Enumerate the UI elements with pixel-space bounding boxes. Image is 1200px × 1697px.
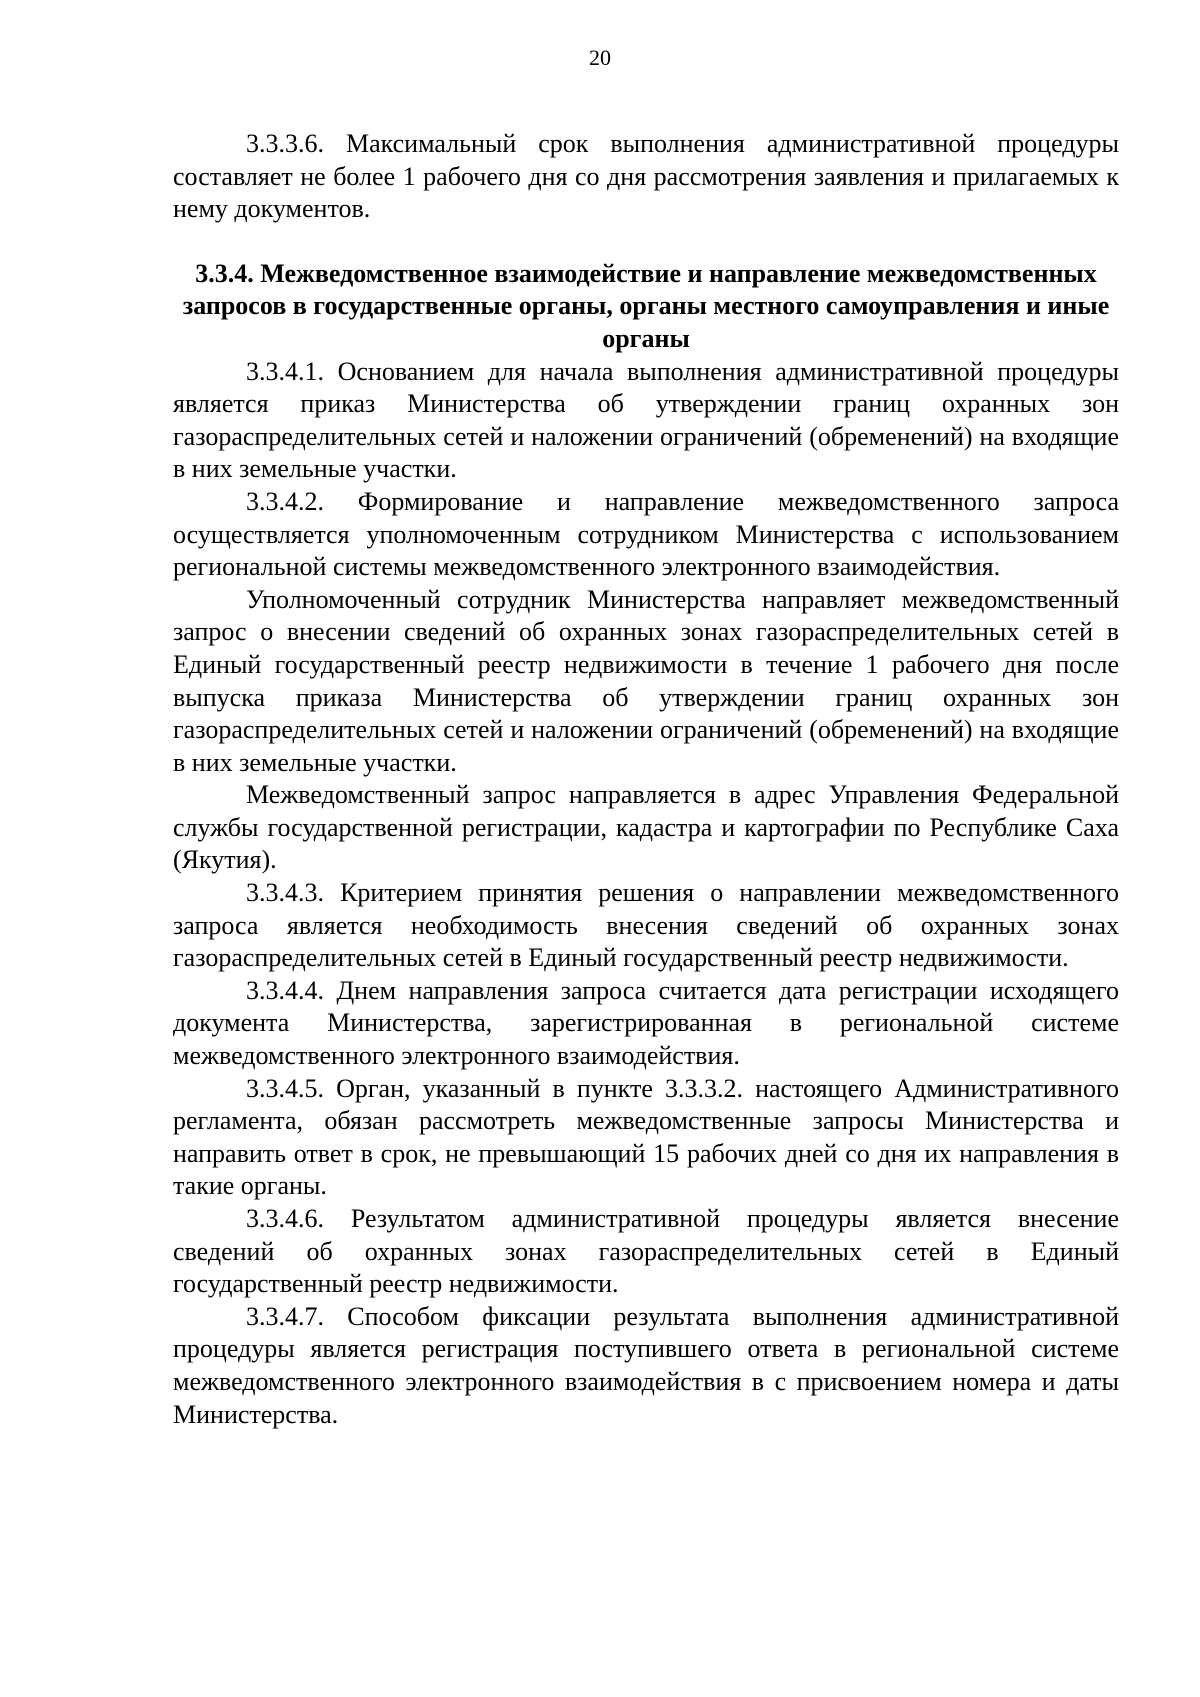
paragraph-3-3-4-4: 3.3.4.4. Днем направления запроса считается дата регистрации исходящего документа Министерства, зарегистрированная в региональной системе межведомственного электронного взаимодействия.: [173, 975, 1119, 1071]
paragraph-3-3-3-6: 3.3.3.6. Максимальный срок выполнения административной процедуры составляет не более 1 рабочего дня со дня рассмотрения заявления и прилагаемых к нему документов.: [173, 129, 1119, 224]
spacer: [173, 226, 1119, 258]
paragraph-3-3-4-7: 3.3.4.7. Способом фиксации результата выполнения административной процедуры является регистрация поступившего ответа в региональной системе межведомственного электронного взаимодействия в с присвоением номера и даты Министерства.: [173, 1301, 1119, 1429]
paragraph-3-3-4-2: 3.3.4.2. Формирование и направление межведомственного запроса осуществляется уполномоченным сотрудником Министерства с использованием региональной системы межведомственного электронного взаимодействия.: [173, 486, 1119, 582]
paragraph-request-address: Межведомственный запрос направляется в адрес Управления Федеральной службы государственной регистрации, кадастра и картографии по Республике Саха (Якутия).: [173, 780, 1119, 875]
paragraph-3-3-4-1: 3.3.4.1. Основанием для начала выполнения административной процедуры является приказ Министерства об утверждении границ охранных зон газораспределительных сетей и наложении ограничений (обременений) на входящие в них земельные участки.: [173, 356, 1119, 484]
page-number: 20: [589, 45, 611, 70]
document-body: [173, 128, 1119, 1431]
paragraph-3-3-4-6: 3.3.4.6. Результатом административной процедуры является внесение сведений об охранных зонах газораспределительных сетей в Единый государственный реестр недвижимости.: [173, 1204, 1119, 1299]
paragraph-3-3-4-3: 3.3.4.3. Критерием принятия решения о направлении межведомственного запроса является необходимость внесения сведений об охранных зонах газораспределительных сетей в Единый государственный реестр недвижимости.: [173, 878, 1119, 973]
paragraph-authorized-employee: Уполномоченный сотрудник Министерства направляет межведомственный запрос о внесении сведений об охранных зонах газораспределительных сетей в Единый государственный реестр недвижимости в течение 1 рабочего дня после выпуска приказа Министерства об утверждении границ охранных зон газораспределительных сетей и наложении ограничений (обременений) на входящие в них земельные участки.: [173, 584, 1119, 777]
section-heading-3-3-4: 3.3.4. Межведомственное взаимодействие и направление межведомственных запросов в государственные органы, органы местного самоуправления и иные органы: [182, 258, 1110, 353]
paragraph-3-3-4-5: 3.3.4.5. Орган, указанный в пункте 3.3.3.2. настоящего Административного регламента, обязан рассмотреть межведомственные запросы Министерства и направить ответ в срок, не превышающий 15 рабочих дней со дня их направления в такие органы.: [173, 1073, 1119, 1201]
